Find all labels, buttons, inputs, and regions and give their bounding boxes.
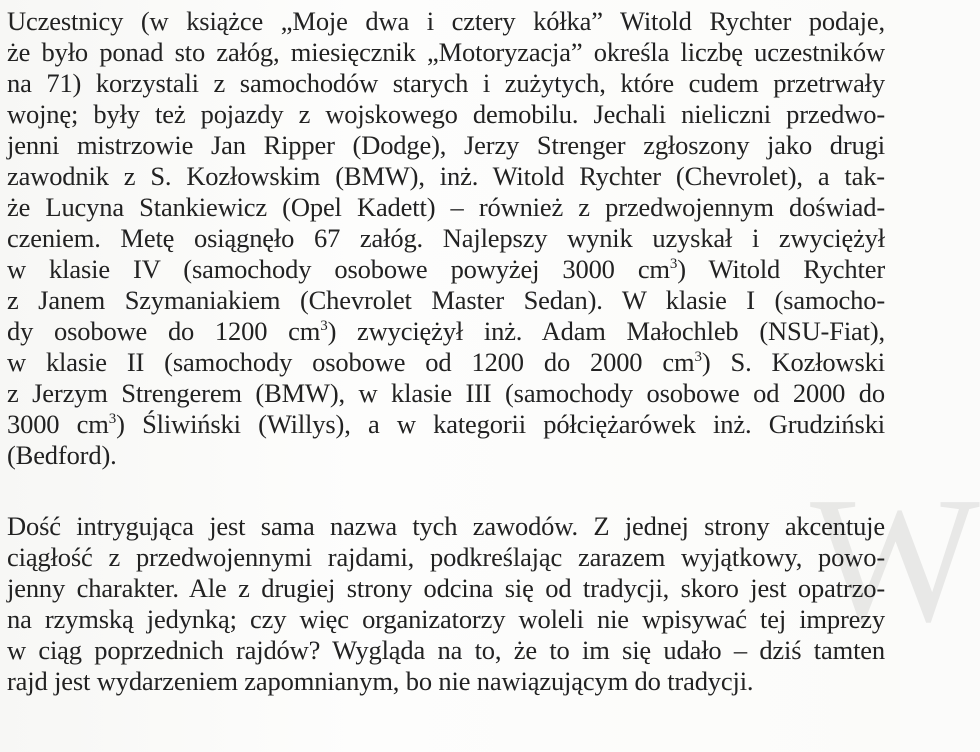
text-line: 3000 $cm^3$) Śliwiński (Willys), a w kategorii półciężarówek inż. Grudziński (7, 409, 886, 439)
superscript: 3 (694, 349, 702, 365)
text-line: z Jerzym Strengerem (BMW), w klasie III (samochody osobowe od 2000 do (7, 378, 885, 408)
show-through-text: W (810, 460, 980, 659)
text-line: czeniem. Metę osiągnęło 67 załóg. Najlepszy wynik uzyskał i zwyciężył (7, 223, 885, 253)
text-line: w klasie IV (samochody osobowe powyżej 3000 $cm^3$) Witold Rychter (7, 254, 885, 284)
text-line: w ciąg poprzednich rajdów? Wygląda na to, że to im się udało – dziś tamten (7, 635, 885, 665)
text-line: w klasie II (samochody osobowe od 1200 do 2000 $cm^3$) S. Kozłowski (7, 347, 885, 377)
text-line: jenny charakter. Ale z drugiej strony odcina się od tradycji, skoro jest opatrzo- (7, 573, 885, 603)
text-line: na 71) korzystali z samochodów starych i zużytych, które cudem przetrwały (7, 68, 885, 98)
text-line: (Bedford). (7, 440, 117, 470)
text-line: że było ponad sto załóg, miesięcznik „Motoryzacja” określa liczbę uczestników (7, 37, 885, 67)
text-line: Dość intrygująca jest sama nazwa tych zawodów. Z jednej strony akcentuje (7, 511, 885, 541)
superscript: 3 (320, 318, 328, 334)
text-line: na rzymską jedynką; czy więc organizatorzy woleli nie wpisywać tej imprezy (7, 604, 885, 634)
superscript: 3 (108, 411, 117, 427)
text-line: że Lucyna Stankiewicz (Opel Kadett) – również z przedwojennym doświad- (7, 192, 885, 222)
text-line: wojnę; były też pojazdy z wojskowego demobilu. Jechali nieliczni przedwo- (7, 99, 885, 129)
text-line: rajd jest wydarzeniem zapomnianym, bo nie nawiązującym do tradycji. (7, 666, 754, 696)
text-line: jenni mistrzowie Jan Ripper (Dodge), Jerzy Strenger zgłoszony jako drugi (7, 130, 885, 160)
text-line: z Janem Szymaniakiem (Chevrolet Master Sedan). W klasie I (samocho- (7, 285, 885, 315)
text-line: dy osobowe do 1200 $cm^3$) zwyciężył inż. Adam Małochleb (NSU-Fiat), (7, 316, 886, 346)
text-line: Uczestnicy (w książce „Moje dwa i cztery kółka” Witold Rychter podaje, (7, 6, 885, 36)
text-line: zawodnik z S. Kozłowskim (BMW), inż. Witold Rychter (Chevrolet), a tak- (7, 161, 885, 191)
superscript: 3 (669, 256, 678, 272)
text-line: ciągłość z przedwojennymi rajdami, podkreślając zarazem wyjątkowy, powo- (7, 542, 885, 572)
